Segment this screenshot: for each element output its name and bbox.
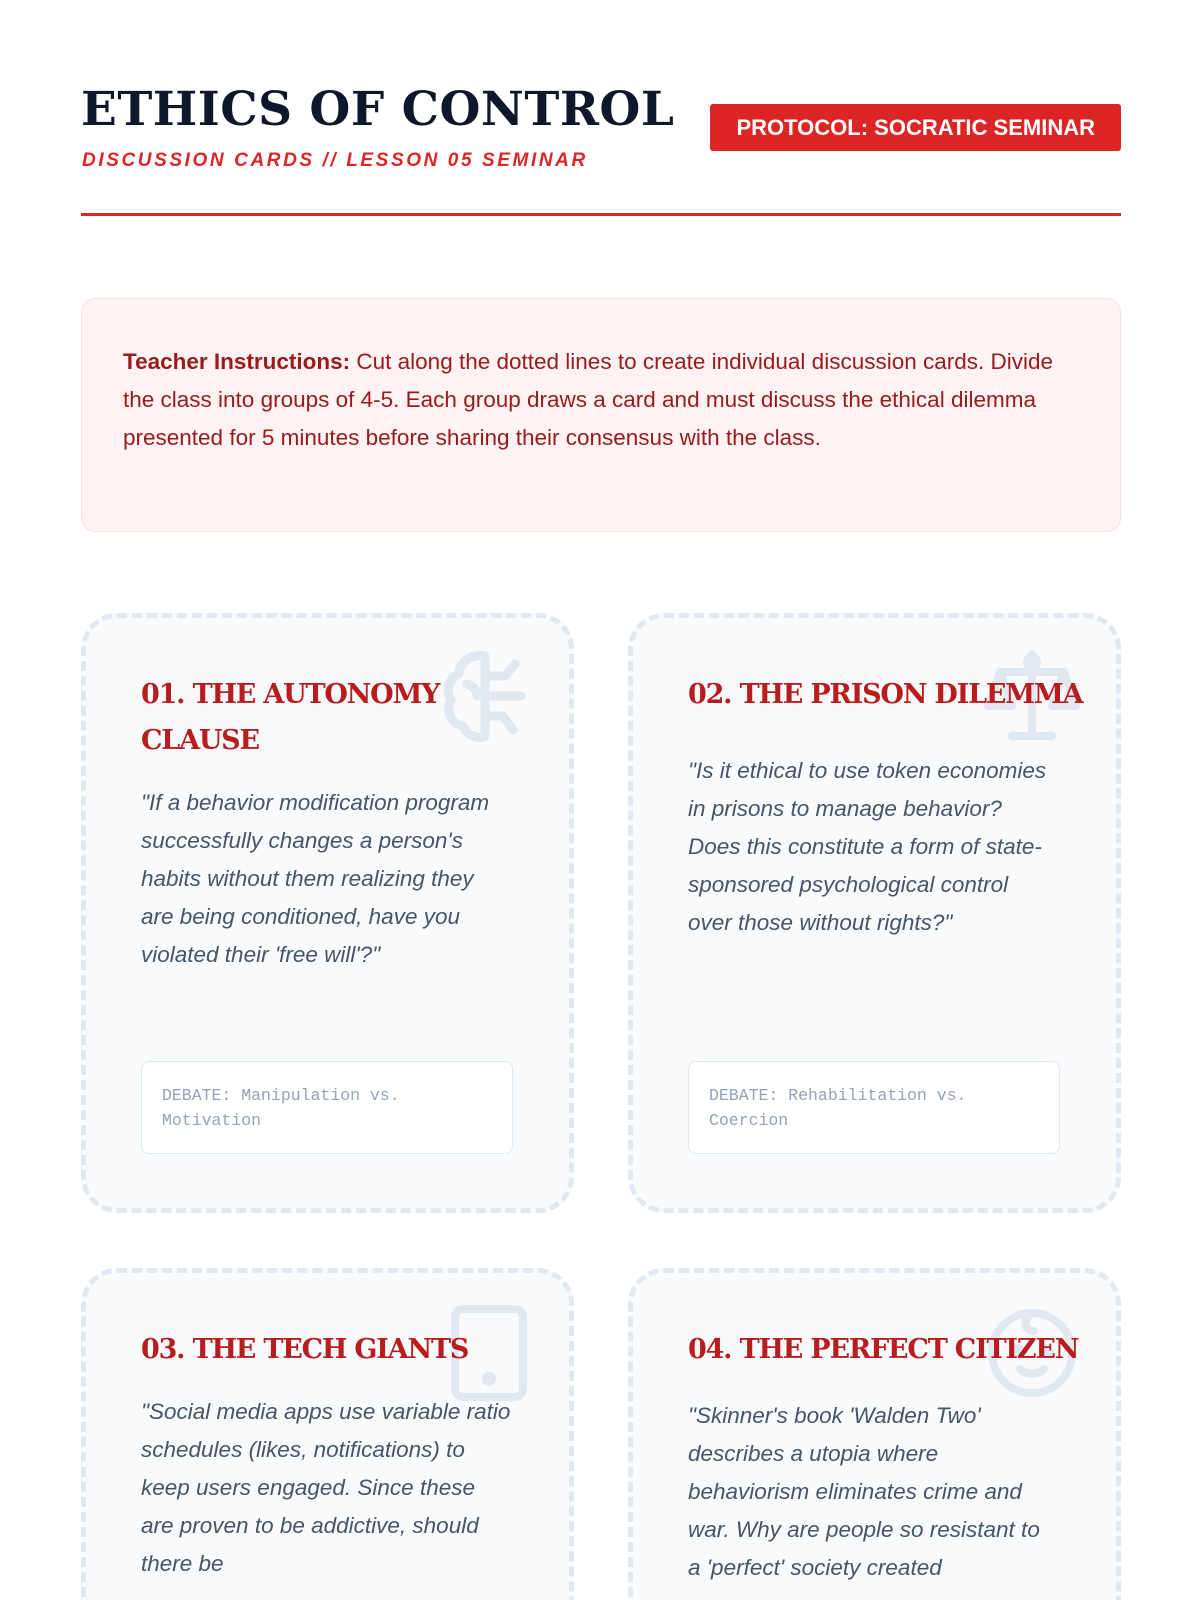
discussion-card-3 (81, 1268, 574, 1600)
discussion-card-1 (81, 613, 574, 1213)
instructions-text: Cut along the dotted lines to create individual discussion cards. Divide the class into groups of 4-5. Each group draws a card and must discuss the ethical dilemma presented for 5 minutes before sharing their consensus with the class. (123, 349, 1054, 450)
debate-box: DEBATE: Rehabilitation vs. Coercion (688, 1061, 1060, 1154)
card-title: 04. THE PERFECT CITIZEN (688, 1334, 1079, 1365)
card-quote: "Social media apps use variable ratio schedules (likes, notifications) to keep users engaged. Since these are proven to be addictive, should there be (141, 1399, 511, 1576)
card-quote: "If a behavior modification program successfully changes a person's habits without them realizing they are being conditioned, have you violated their 'free will'?" (141, 790, 490, 967)
discussion-card-2 (628, 613, 1121, 1213)
protocol-badge: PROTOCOL: SOCRATIC SEMINAR (710, 104, 1121, 151)
card-title: 01. THE AUTONOMY CLAUSE (141, 679, 440, 756)
card-title: 03. THE TECH GIANTS (141, 1334, 469, 1365)
discussion-card-4 (628, 1268, 1121, 1600)
brain-icon (435, 646, 535, 746)
instructions-label: Teacher Instructions: (123, 349, 351, 374)
card-title: 02. THE PRISON DILEMMA (688, 679, 1083, 710)
card-quote: "Is it ethical to use token economies in prisons to manage behavior? Does this constitute a form of state-sponsored psychological control over those without rights?" (688, 758, 1047, 935)
page-header (81, 80, 1121, 216)
card-quote: "Skinner's book 'Walden Two' describes a utopia where behaviorism eliminates crime and war. Why are people so resistant to a 'perfect' society created (688, 1403, 1040, 1580)
page-title: ETHICS OF CONTROL (81, 82, 675, 137)
teacher-instructions (81, 298, 1121, 532)
page-subtitle: DISCUSSION CARDS // LESSON 05 SEMINAR (82, 150, 588, 171)
debate-box: DEBATE: Manipulation vs. Motivation (141, 1061, 513, 1154)
